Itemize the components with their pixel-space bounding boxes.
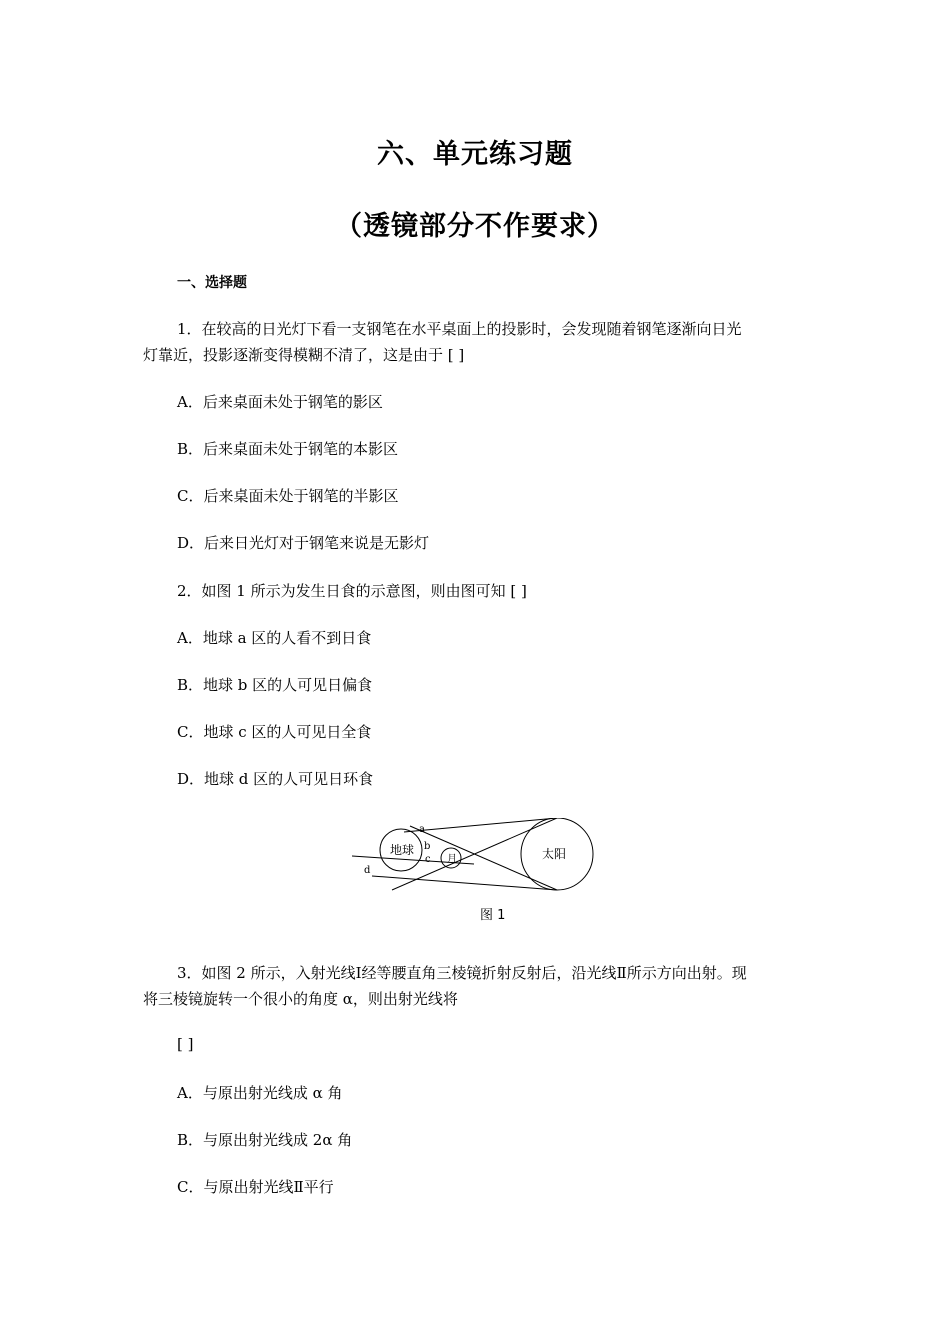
question-1-line-2: 灯靠近，投影逐渐变得模糊不清了，这是由于 [ ] — [143, 346, 465, 364]
page-title: 六、单元练习题 — [377, 139, 573, 170]
region-c-label: c — [425, 854, 431, 865]
question-3-option-a: A．与原出射光线成 α 角 — [177, 1084, 343, 1102]
sun-label: 太阳 — [542, 847, 567, 861]
question-1-option-a: A．后来桌面未处于钢笔的影区 — [177, 393, 383, 411]
region-b-label: b — [424, 841, 431, 852]
question-3-line-2: 将三棱镜旋转一个很小的角度 α，则出射光线将 — [143, 990, 458, 1008]
question-3-option-b: B．与原出射光线成 2α 角 — [177, 1131, 353, 1149]
moon-label: 月 — [447, 854, 457, 865]
region-d-label: d — [364, 865, 371, 876]
question-1-option-c: C．后来桌面未处于钢笔的半影区 — [177, 487, 399, 505]
eclipse-diagram — [352, 818, 602, 896]
question-1-option-d: D．后来日光灯对于钢笔来说是无影灯 — [177, 534, 430, 552]
question-2-option-d: D．地球 d 区的人可见日环食 — [177, 770, 374, 788]
question-1-option-b: B．后来桌面未处于钢笔的本影区 — [177, 440, 399, 458]
ray-upper-outer — [404, 818, 557, 832]
question-2-option-b: B．地球 b 区的人可见日偏食 — [177, 676, 373, 694]
earth-label: 地球 — [390, 843, 415, 857]
question-3-bracket: [ ] — [177, 1035, 194, 1053]
region-a-label: a — [419, 824, 425, 835]
question-3-option-c: C．与原出射光线Ⅱ平行 — [177, 1178, 334, 1196]
section-heading: 一、选择题 — [177, 275, 247, 291]
question-2-option-c: C．地球 c 区的人可见日全食 — [177, 723, 372, 741]
question-2-option-a: A．地球 a 区的人看不到日食 — [177, 629, 372, 647]
page-subtitle: （透镜部分不作要求） — [335, 211, 615, 242]
question-3-line-1: 3．如图 2 所示，入射光线Ⅰ经等腰直角三棱镜折射反射后，沿光线Ⅱ所示方向出射。现 — [177, 964, 747, 982]
question-2-stem: 2．如图 1 所示为发生日食的示意图，则由图可知 [ ] — [177, 582, 527, 600]
figure-1-caption: 图 1 — [480, 908, 506, 923]
question-1-line-1: 1．在较高的日光灯下看一支钢笔在水平桌面上的投影时，会发现随着钢笔逐渐向日光 — [177, 320, 742, 338]
